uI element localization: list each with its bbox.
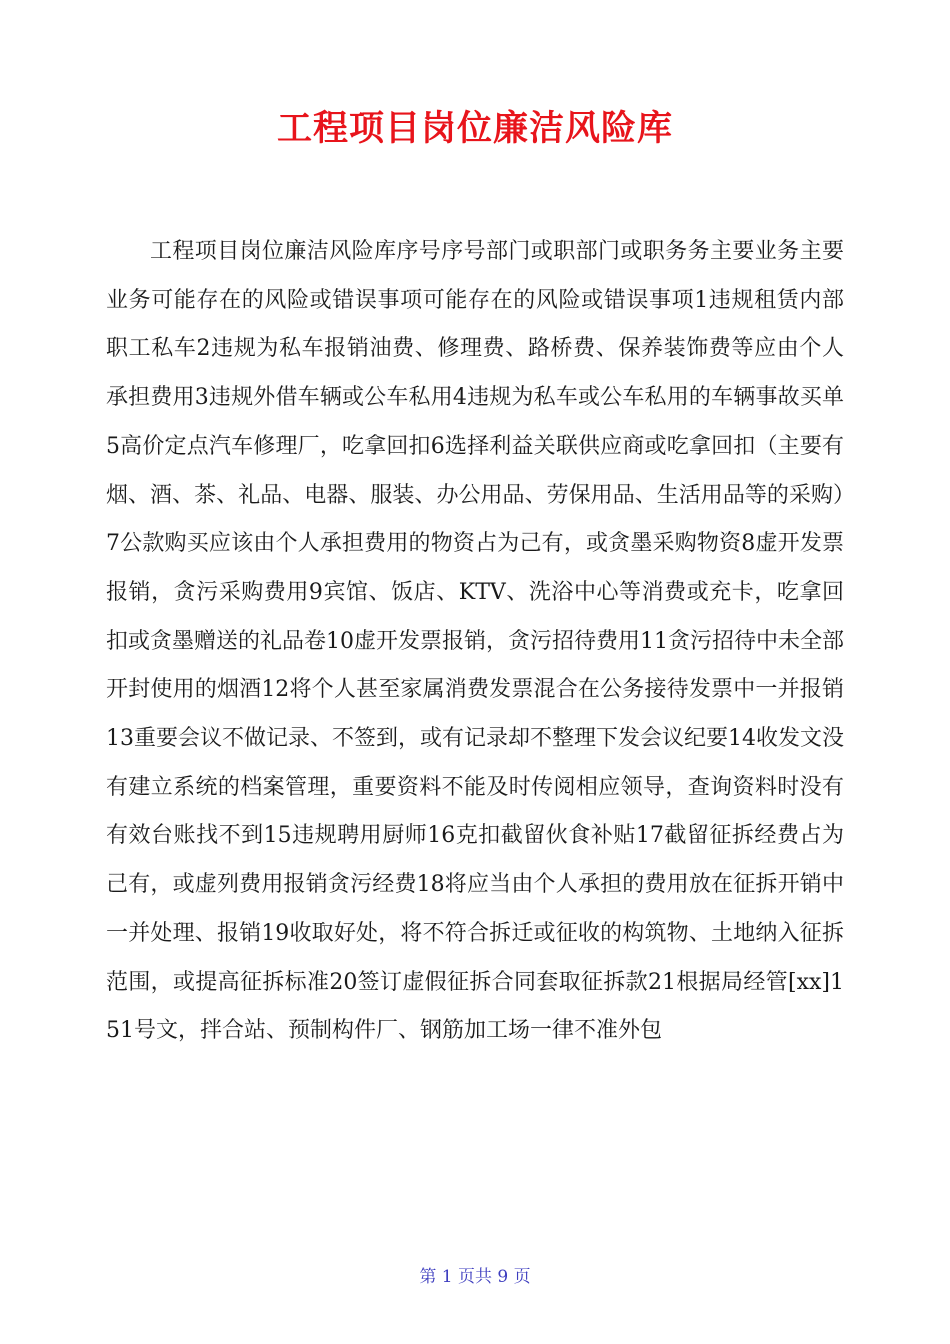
document-title: 工程项目岗位廉洁风险库	[276, 109, 673, 149]
page-number-footer: 第 1 页共 9 页	[419, 1267, 531, 1287]
document-body-paragraph: 工程项目岗位廉洁风险库序号序号部门或职部门或职务务主要业务主要业务可能存在的风险或错误事项可能存在的风险或错误事项1违规租赁内部职工私车2违规为私车报销油费、修理费、路桥费、保养装饰费等应由个人承担费用3违规外借车辆或公车私用4违规为私车或公车私用的车辆事故买单5高价定点汽车修理厂，吃拿回扣6选择利益关联供应商或吃拿回扣（主要有烟、酒、茶、礼品、电器、服装、办公用品、劳保用品、生活用品等的采购）7公款购买应该由个人承担费用的物资占为己有，或贪墨采购物资8虚开发票报销，贪污采购费用9宾馆、饭店、KTV、洗浴中心等消费或充卡，吃拿回扣或贪墨赠送的礼品卷10虚开发票报销，贪污招待费用11贪污招待中未全部开封使用的烟酒12将个人甚至家属消费发票混合在公务接待发票中一并报销13重要会议不做记录、不签到，或有记录却不整理下发会议纪要14收发文没有建立系统的档案管理，重要资料不能及时传阅相应领导，查询资料时没有有效台账找不到15违规聘用厨师16克扣截留伙食补贴17截留征拆经费占为己有，或虚列费用报销贪污经费18将应当由个人承担的费用放在征拆开销中一并处理、报销19收取好处，将不符合拆迁或征收的构筑物、土地纳入征拆范围，或提高征拆标准20签订虚假征拆合同套取征拆款21根据局经管[xx]151号文，拌合站、预制构件厂、钢筋加工场一律不准外包	[106, 239, 844, 1044]
